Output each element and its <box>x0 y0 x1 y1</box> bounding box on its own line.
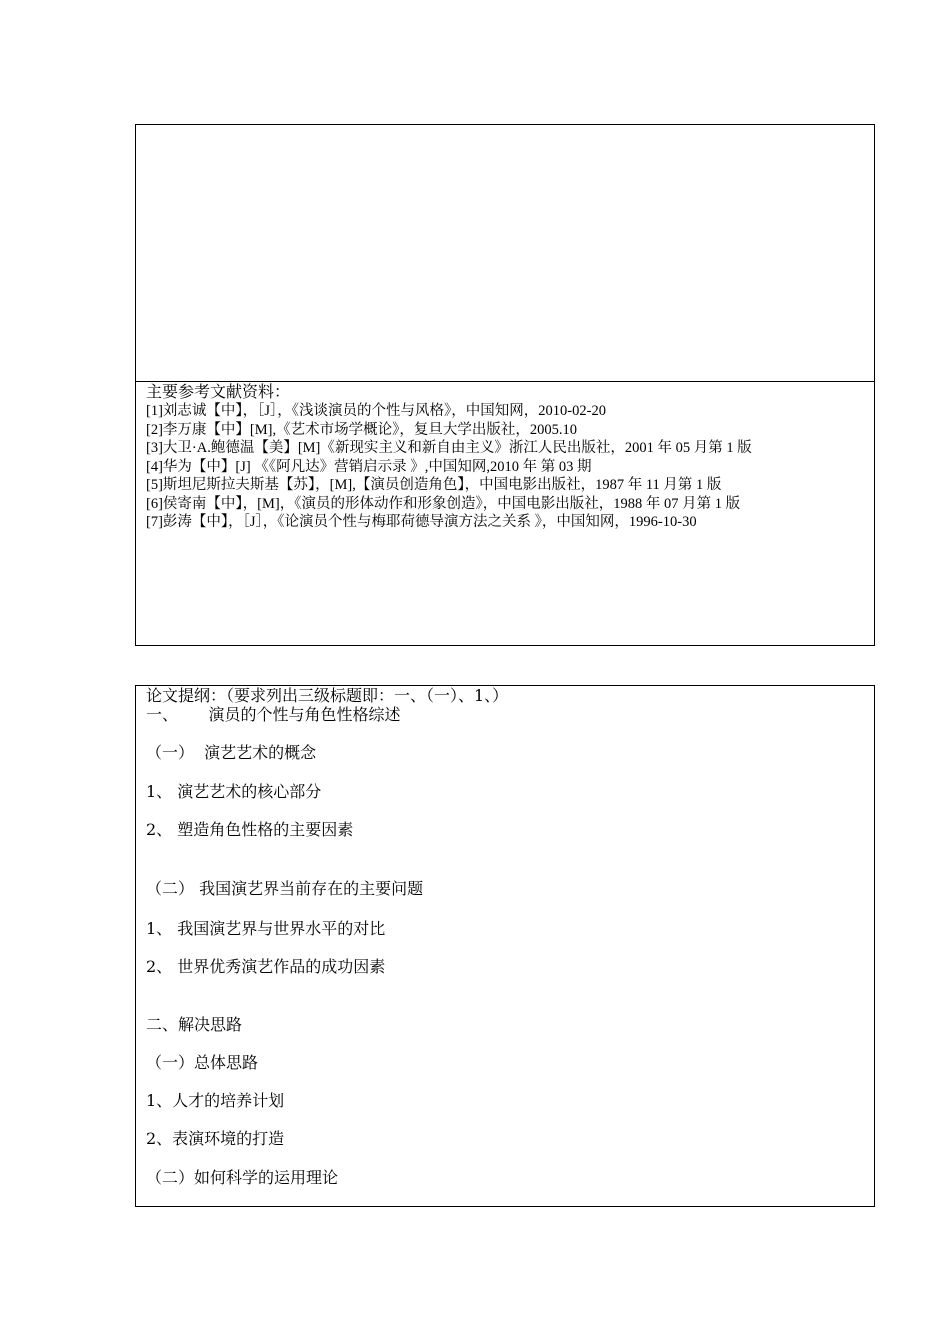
outline-heading-3: 1、 演艺艺术的核心部分 <box>146 782 322 801</box>
references-table <box>135 124 875 646</box>
outline-title: 论文提纲：（要求列出三级标题即：一、（一）、1、） <box>146 686 509 705</box>
outline-heading-3: 2、 塑造角色性格的主要因素 <box>146 820 354 839</box>
outline-heading-1: 一、 演员的个性与角色性格综述 <box>146 705 401 724</box>
reference-item: [5]斯坦尼斯拉夫斯基【苏】，[M],【演员创造角色】，中国电影出版社，1987 年 11 月第 1 版 <box>146 477 722 493</box>
reference-item: [1]刘志诚【中】，［J］，《浅谈演员的个性与风格》，中国知网，2010-02-20 <box>146 403 606 419</box>
outline-heading-1: 二、解决思路 <box>146 1015 243 1034</box>
reference-item: [3]大卫·A.鲍德温【美】[M]《新现实主义和新自由主义》浙江人民出版社，2001 年 05 月第 1 版 <box>146 440 752 456</box>
outline-table <box>135 685 875 1207</box>
references-section <box>146 382 868 532</box>
reference-item: [6]侯寄南【中】，[M]，《演员的形体动作和形象创造》，中国电影出版社，1988 年 07 月第 1 版 <box>146 495 741 512</box>
reference-item: [2]李万康【中】[M],《艺术市场学概论》，复旦大学出版社，2005.10 <box>146 421 577 438</box>
outline-heading-2: （二） 我国演艺界当前存在的主要问题 <box>146 879 424 898</box>
outline-heading-3: 2、 世界优秀演艺作品的成功因素 <box>146 957 386 976</box>
outline-heading-3: 2、表演环境的打造 <box>146 1129 285 1148</box>
reference-item: [7]彭涛【中】，［J］，《论演员个性与梅耶荷德导演方法之关系 》，中国知网，1996-10-30 <box>146 514 697 530</box>
reference-item: [4]华为【中】[J] 《《阿凡达》营销启示录 》,中国知网,2010 年 第 03 期 <box>146 458 592 475</box>
outline-heading-2: （一）总体思路 <box>146 1053 259 1072</box>
outline-heading-3: 1、 我国演艺界与世界水平的对比 <box>146 919 386 938</box>
outline-heading-3: 1、人才的培养计划 <box>146 1091 285 1110</box>
outline-heading-2: （二）如何科学的运用理论 <box>146 1168 339 1187</box>
outline-section <box>146 686 868 1187</box>
references-title: 主要参考文献资料： <box>146 382 291 401</box>
outline-heading-2: （一） 演艺艺术的概念 <box>146 743 317 762</box>
